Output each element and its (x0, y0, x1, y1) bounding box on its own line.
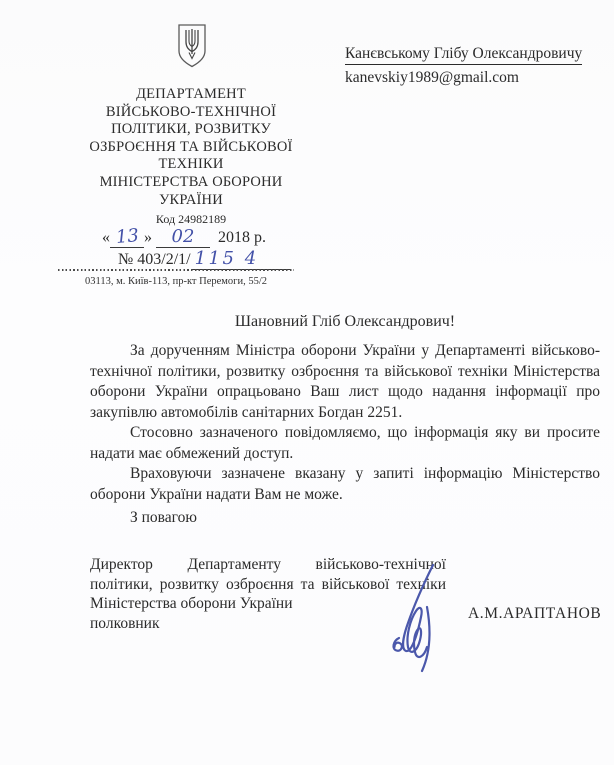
quote-close: » (144, 229, 152, 246)
letterhead-line: МІНІСТЕРСТВА ОБОРОНИ (99, 173, 283, 190)
letterhead-line: ОЗБРОЄННЯ ТА ВІЙСЬКОВОЇ (89, 138, 293, 155)
letterhead-block (35, 86, 347, 227)
printed-year: 2018 р. (218, 229, 266, 246)
letter-body (90, 341, 600, 505)
letterhead-line: ПОЛІТИКИ, РОЗВИТКУ (111, 121, 271, 138)
signatory-title-line: політики, розвитку озброєння та військової техніки (90, 575, 446, 593)
reference-number-line (118, 248, 291, 270)
recipient-block (345, 44, 582, 87)
number-prefix: № 403/2/1/ (118, 251, 191, 268)
org-code: Код 24982189 (155, 212, 227, 227)
ukraine-trident-emblem-icon (176, 23, 208, 69)
letterhead-line: ТЕХНІКИ (158, 156, 224, 173)
handwritten-signature-ink (381, 559, 449, 673)
org-address: 03113, м. Київ-113, пр-кт Перемоги, 55/2 (84, 276, 268, 287)
divider-dotted-line (58, 269, 294, 271)
signatory-title-line: полковник (90, 614, 160, 632)
signatory-title-line: Міністерства оборони України (90, 595, 293, 613)
recipient-email: kanevskiy1989@gmail.com (345, 69, 519, 86)
letterhead-line: УКРАЇНИ (159, 191, 223, 208)
quote-open: « (102, 229, 110, 246)
signatory-title-line: Директор Департаменту військово-технічної (90, 556, 446, 573)
signatory-name: А.М.АРАПТАНОВ (468, 605, 602, 622)
handwritten-day: 13 (114, 225, 140, 248)
closing-phrase: З повагою (130, 509, 197, 526)
salutation: Шановний Гліб Олександрович! (234, 313, 456, 330)
handwritten-number: 115 4 (194, 248, 259, 269)
letterhead-line: ВІЙСЬКОВО-ТЕХНІЧНОЇ (105, 103, 277, 120)
body-paragraph: Враховуючи зазначене вказану у запиті інформацію Міністерство оборони України надати Вам не може. (90, 465, 600, 503)
handwritten-month: 02 (171, 226, 195, 247)
letterhead-line: ДЕПАРТАМЕНТ (136, 86, 246, 102)
recipient-name: Канєвському Глібу Олександровичу (345, 44, 582, 65)
body-paragraph: За дорученням Міністра оборони України у Департаменті військово-технічної політики, розвитку озброєння та військової техніки Міністерства оборони України опрацьовано Ваш лист щодо надання інформації про закупівлю автомобілів санітарних Богдан 2251. (90, 342, 600, 421)
body-paragraph: Стосовно зазначеного повідомляємо, що інформація яку ви просите надати має обмежений доступ. (90, 424, 600, 462)
date-line (102, 226, 266, 248)
